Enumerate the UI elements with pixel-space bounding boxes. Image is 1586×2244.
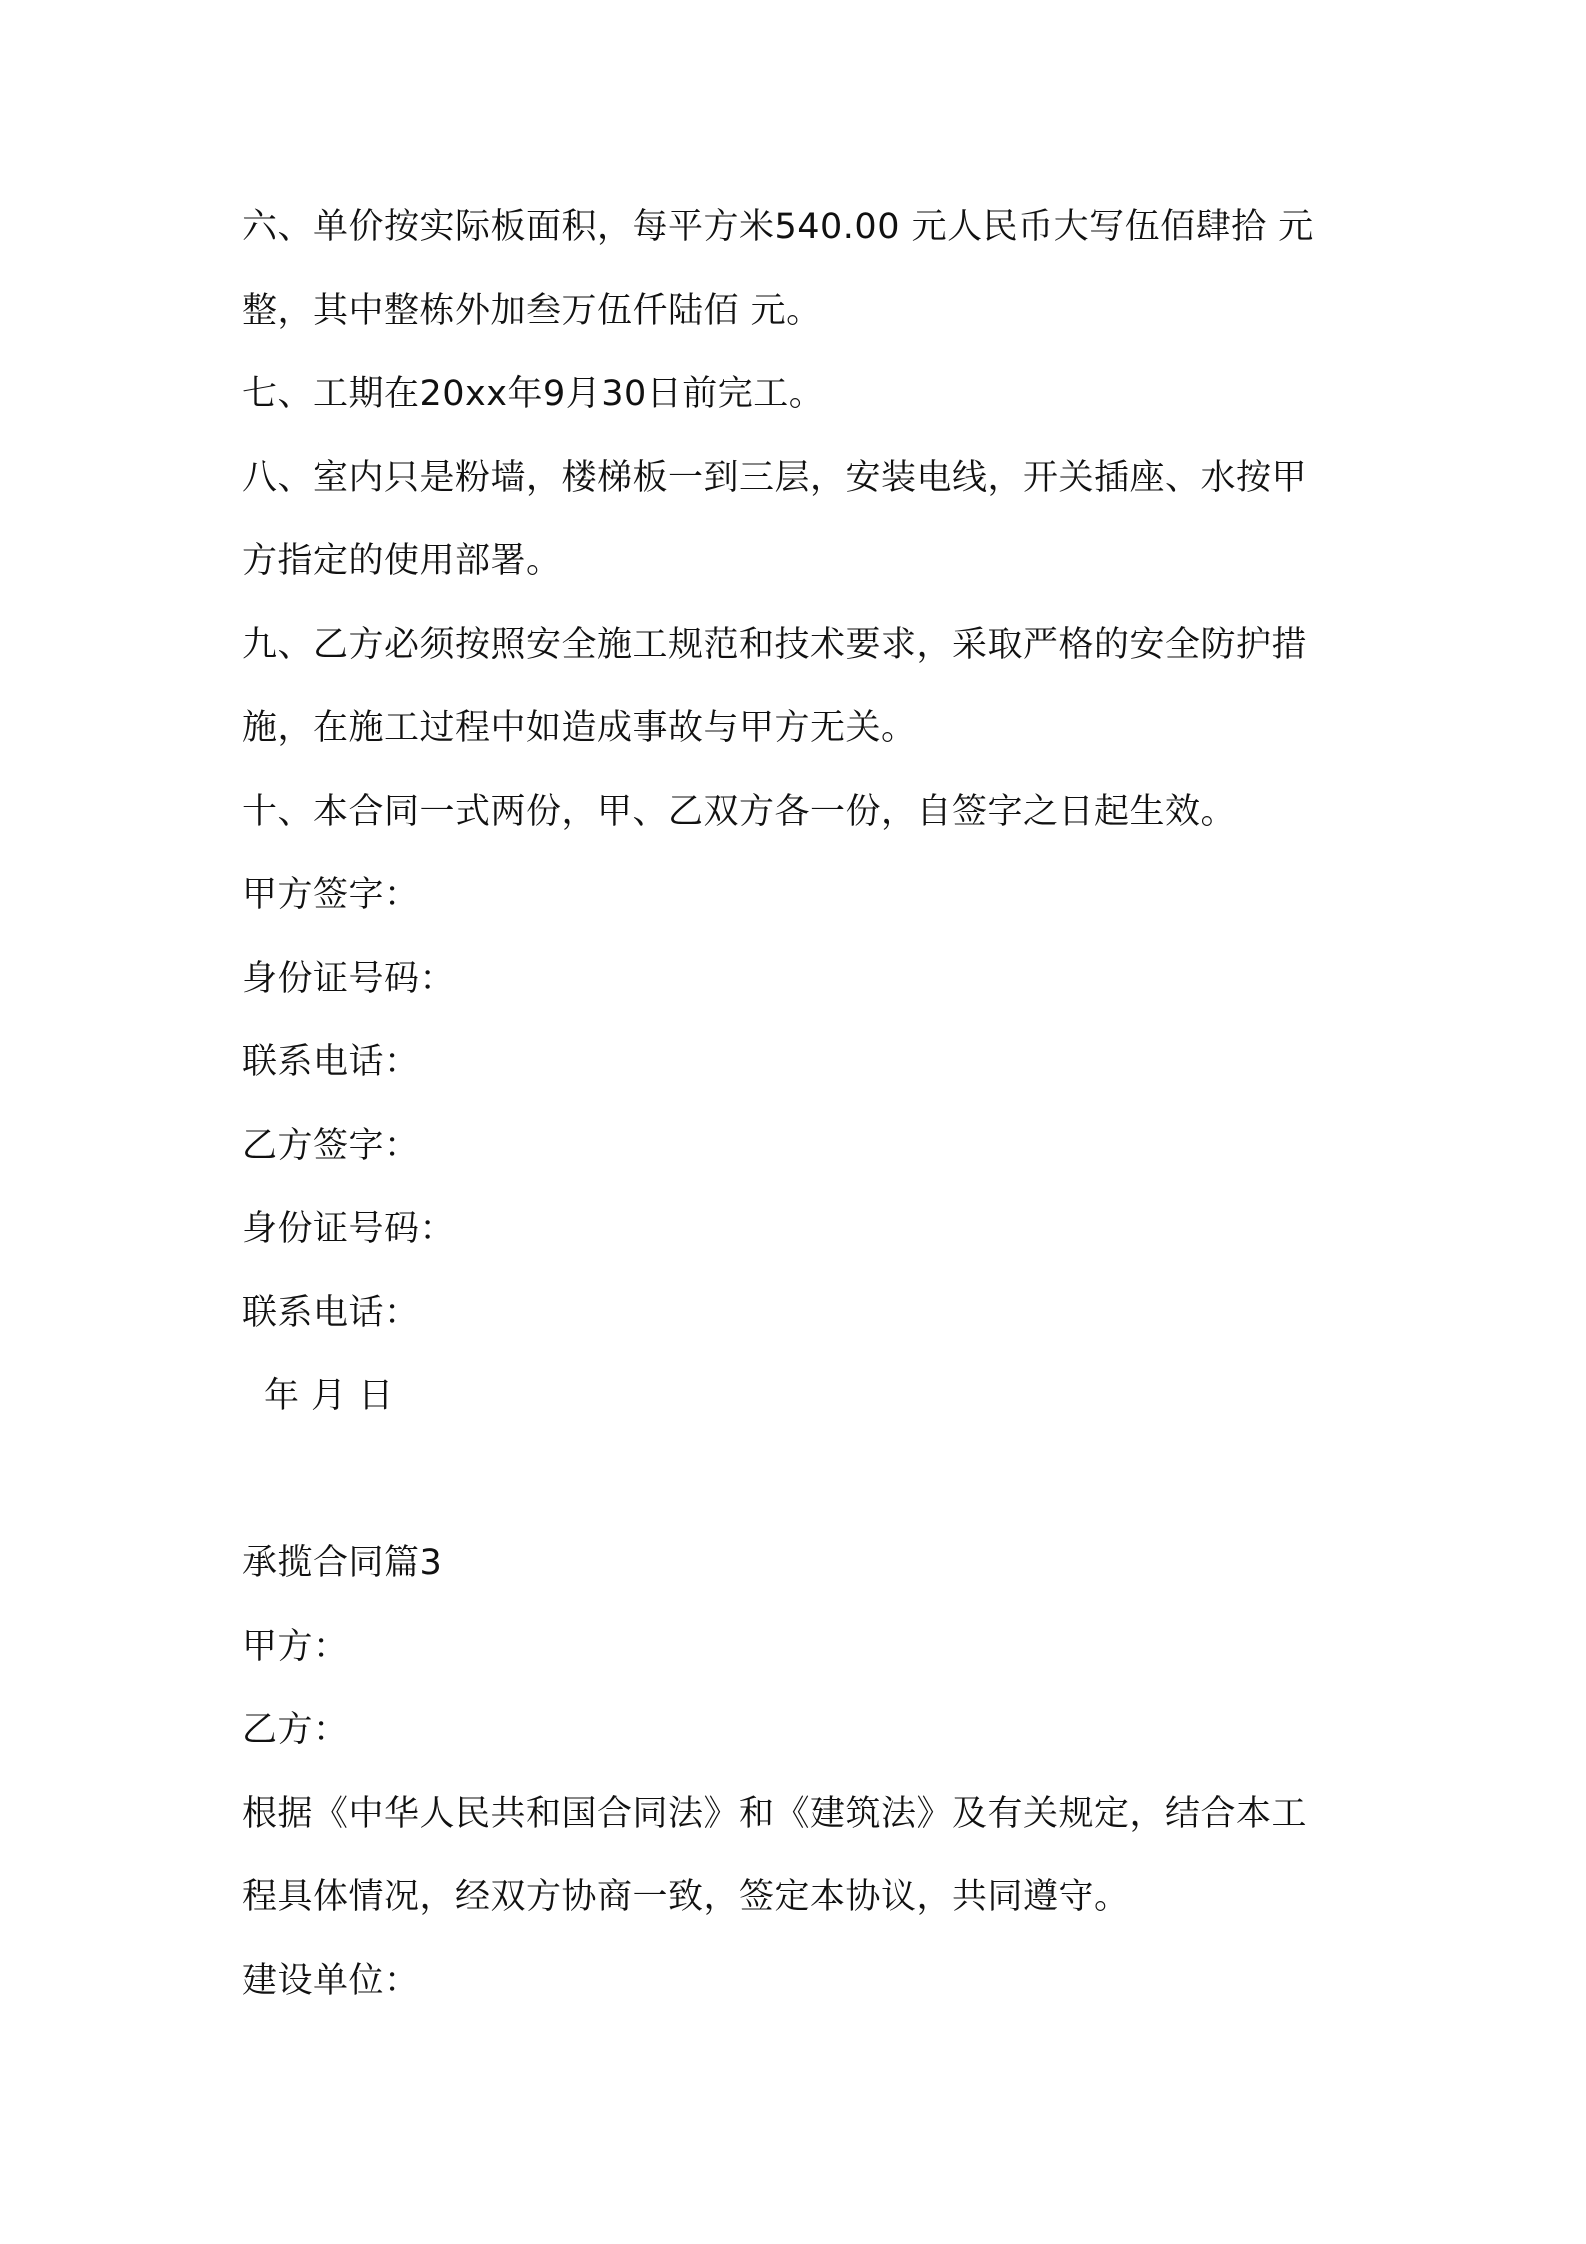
document-body <box>242 196 1362 2033</box>
clause-9-line-1: 九、乙方必须按照安全施工规范和技术要求，采取严格的安全防护措 <box>242 624 1308 665</box>
party-a-id-label: 身份证号码： <box>242 958 456 999</box>
clause-9-line-2: 施，在施工过程中如造成事故与甲方无关。 <box>242 708 917 748</box>
preamble-line-1: 根据《中华人民共和国合同法》和《建筑法》及有关规定，结合本工 <box>242 1793 1308 1834</box>
clause-10: 十、本合同一式两份，甲、乙双方各一份，自签字之日起生效。 <box>242 791 1237 832</box>
clause-6-line-1: 六、单价按实际板面积，每平方米540.00 元人民币大写伍佰肆拾 元 <box>242 207 1314 247</box>
party-b-label: 乙方： <box>242 1710 349 1750</box>
party-a-phone-label: 联系电话： <box>242 1042 420 1082</box>
party-a-signature-label: 甲方签字： <box>242 875 420 915</box>
clause-7: 七、工期在20xx年9月30日前完工。 <box>242 374 825 414</box>
clause-8-line-1: 八、室内只是粉墙，楼梯板一到三层，安装电线，开关插座、水按甲 <box>242 457 1308 498</box>
construction-unit-label: 建设单位： <box>242 1960 420 2001</box>
clause-8-line-2: 方指定的使用部署。 <box>242 541 562 581</box>
section-title: 承揽合同篇3 <box>242 1543 443 1583</box>
preamble-line-2: 程具体情况，经双方协商一致，签定本协议，共同遵守。 <box>242 1877 1130 1917</box>
clause-6-line-2: 整，其中整栋外加叁万伍仟陆佰 元。 <box>242 290 822 331</box>
date-line: 年 月 日 <box>264 1376 394 1416</box>
party-b-phone-label: 联系电话： <box>242 1292 420 1333</box>
party-b-signature-label: 乙方签字： <box>242 1125 420 1166</box>
party-b-id-label: 身份证号码： <box>242 1209 456 1249</box>
party-a-label: 甲方： <box>242 1626 349 1667</box>
spacer <box>242 1449 1362 1533</box>
